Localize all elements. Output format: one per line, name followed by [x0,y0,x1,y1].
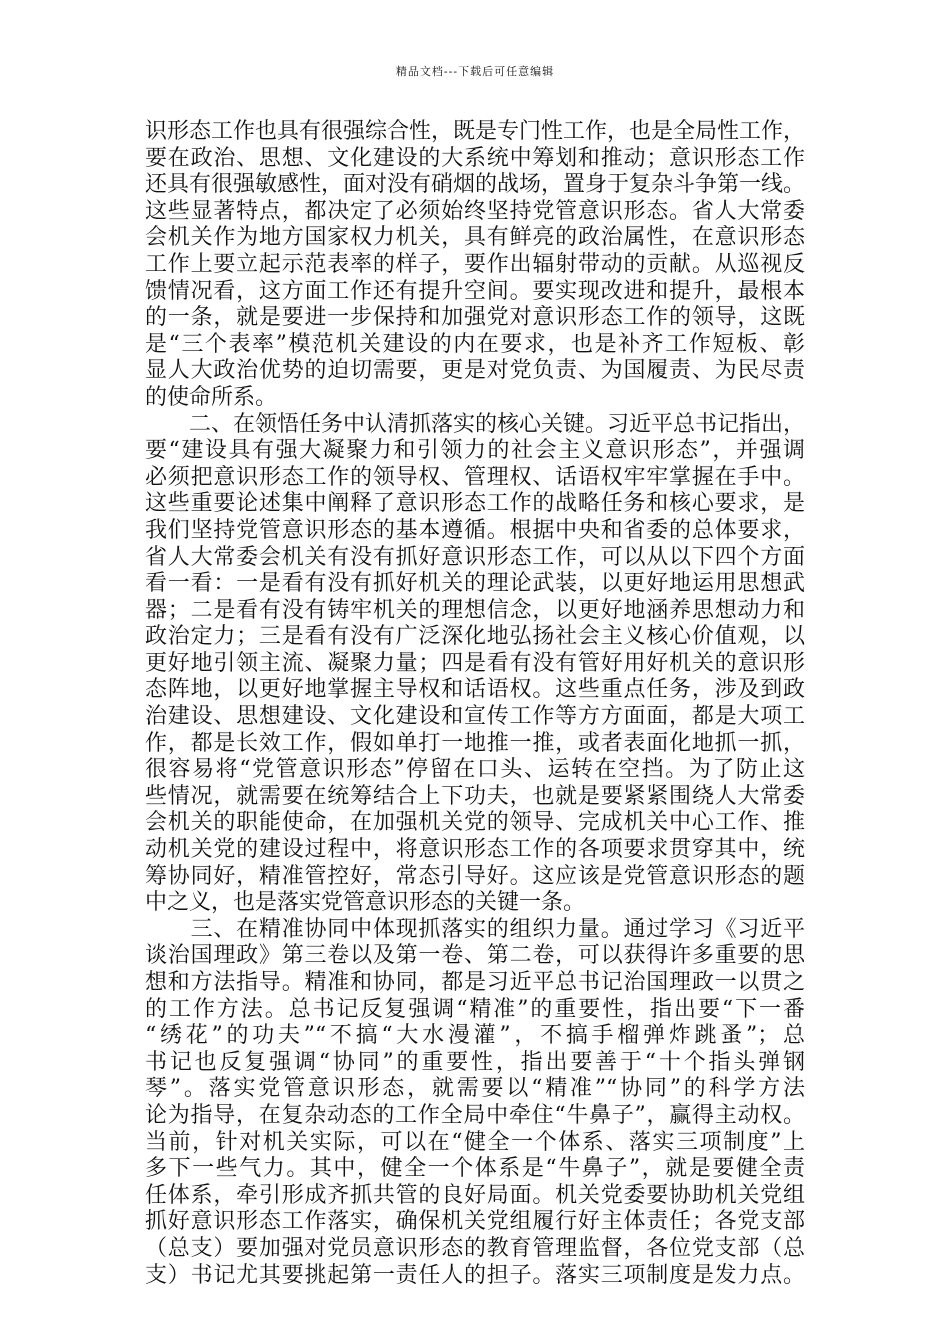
text-line: 支）书记尤其要挑起第一责任人的担子。落实三项制度是发力点。 [145,1262,805,1288]
text-line: 工作上要立起示范表率的样子，要作出辐射带动的贡献。从巡视反 [145,251,805,277]
text-line: 些情况，就需要在统筹结合上下功夫，也就是要紧紧围绕人大常委 [145,783,805,809]
text-line: 会机关的职能使命，在加强机关党的领导、完成机关中心工作、推 [145,810,805,836]
text-line: 这些重要论述集中阐释了意识形态工作的战略任务和核心要求，是 [145,491,805,517]
text-line: “绣花”的功夫”“不搞“大水漫灌”，不搞手榴弹炸跳蚤”；总 [145,1023,805,1049]
document-body [145,119,805,1289]
text-line: 书记也反复强调“协同”的重要性，指出要善于“十个指头弹钢 [145,1049,805,1075]
text-line: 这些显著特点，都决定了必须始终坚持党管意识形态。省人大常委 [145,198,805,224]
text-line: 的一条，就是要进一步保持和加强党对意识形态工作的领导，这既 [145,305,805,331]
text-line: 器；二是看有没有铸牢机关的理想信念，以更好地涵养思想动力和 [145,597,805,623]
text-line: 省人大常委会机关有没有抓好意识形态工作，可以从以下四个方面 [145,544,805,570]
text-line: 治建设、思想建设、文化建设和宣传工作等方方面面，都是大项工 [145,704,805,730]
text-line: 看一看：一是看有没有抓好机关的理论武装，以更好地运用思想武 [145,571,805,597]
text-line: 是“三个表率”模范机关建设的内在要求，也是补齐工作短板、彰 [145,331,805,357]
text-line: 琴”。落实党管意识形态，就需要以“精准”“协同”的科学方法 [145,1076,805,1102]
text-line: 筹协同好，精准管控好，常态引导好。这应该是党管意识形态的题 [145,863,805,889]
text-line: 的使命所系。 [145,384,278,410]
text-line: 馈情况看，这方面工作还有提升空间。要实现改进和提升，最根本 [145,278,805,304]
page-header: 精品文档---下载后可任意编辑 [395,65,555,78]
text-line: 要“建设具有强大凝聚力和引领力的社会主义意识形态”，并强调 [145,438,805,464]
text-line: 还具有很强敏感性，面对没有硝烟的战场，置身于复杂斗争第一线。 [145,172,806,198]
text-line: 政治定力；三是看有没有广泛深化地弘扬社会主义核心价值观，以 [145,624,805,650]
text-line: 识形态工作也具有很强综合性，既是专门性工作，也是全局性工作， [145,119,806,144]
text-line: 必须把意识形态工作的领导权、管理权、话语权牢牢掌握在手中。 [145,464,805,490]
text-line: 当前，针对机关实际，可以在“健全一个体系、落实三项制度”上 [145,1129,805,1155]
text-line: 抓好意识形态工作落实，确保机关党组履行好主体责任；各党支部 [145,1209,805,1235]
text-line: （总支）要加强对党员意识形态的教育管理监督，各位党支部（总 [145,1235,805,1261]
text-line: 很容易将“党管意识形态”停留在口头、运转在空挡。为了防止这 [145,757,805,783]
text-line: 态阵地，以更好地掌握主导权和话语权。这些重点任务，涉及到政 [145,677,805,703]
text-line: 要在政治、思想、文化建设的大系统中筹划和推动；意识形态工作 [145,145,805,171]
text-line: 会机关作为地方国家权力机关，具有鲜亮的政治属性，在意识形态 [145,225,805,251]
text-line: 三、在精准协同中体现抓落实的组织力量。通过学习《习近平 [145,916,805,942]
text-line: 显人大政治优势的迫切需要，更是对党负责、为国履责、为民尽责 [145,358,805,384]
text-line: 中之义，也是落实党管意识形态的关键一条。 [145,890,586,916]
text-line: 作，都是长效工作，假如单打一地推一推，或者表面化地抓一抓， [145,730,805,756]
text-line: 多下一些气力。其中，健全一个体系是“牛鼻子”，就是要健全责 [145,1156,805,1182]
text-line: 动机关党的建设过程中，将意识形态工作的各项要求贯穿其中，统 [145,837,805,863]
text-line: 任体系，牵引形成齐抓共管的良好局面。机关党委要协助机关党组 [145,1182,805,1208]
text-line: 的工作方法。总书记反复强调“精准”的重要性，指出要“下一番 [145,996,805,1022]
text-line: 更好地引领主流、凝聚力量；四是看有没有管好用好机关的意识形 [145,650,805,676]
text-line: 二、在领悟任务中认清抓落实的核心关键。习近平总书记指出， [145,411,806,437]
text-line: 谈治国理政》第三卷以及第一卷、第二卷，可以获得许多重要的思 [145,943,805,969]
text-line: 论为指导，在复杂动态的工作全局中牵住“牛鼻子”，赢得主动权。 [145,1102,805,1128]
text-line: 想和方法指导。精准和协同，都是习近平总书记治国理政一以贯之 [145,970,805,995]
text-line: 我们坚持党管意识形态的基本遵循。根据中央和省委的总体要求， [145,517,805,543]
